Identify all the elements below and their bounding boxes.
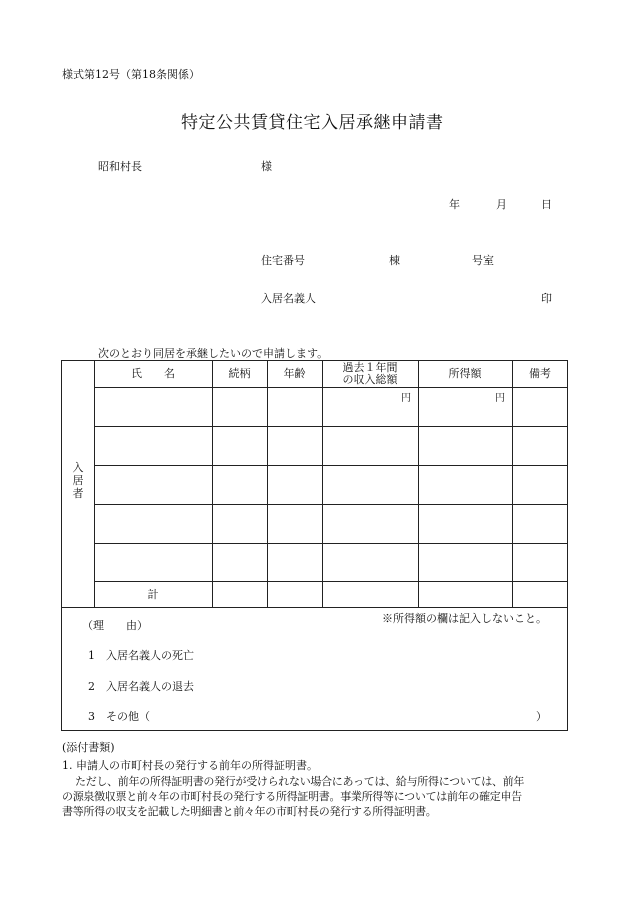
- attachment-item: 1. 申請人の市町村長の発行する前年の所得証明書。: [62, 759, 318, 772]
- header-income-total-line2: の収入総額: [342, 373, 398, 386]
- divider: [418, 361, 419, 608]
- income-total-unit: 円: [401, 393, 411, 404]
- divider: [94, 465, 568, 466]
- reason-item: 2 入居名義人の退去: [88, 680, 194, 693]
- attachment-paragraph-line: の源泉徴収票と前々年の市町村長の発行する所得証明書。事業所得等については前年の確定申告: [62, 790, 522, 803]
- room-label: 号室: [472, 254, 494, 267]
- date-day-label: 日: [541, 198, 552, 211]
- income-note: ※所得額の欄は記入しないこと。: [382, 612, 547, 625]
- seal-label: 印: [541, 292, 552, 305]
- header-income-total-line1: 過去１年間: [342, 361, 398, 374]
- header-name: 氏 名: [131, 367, 175, 380]
- divider: [322, 361, 323, 608]
- tenant-name-label: 入居名義人: [261, 292, 316, 305]
- residents-table: [61, 360, 568, 608]
- attachment-paragraph-line: ただし、前年の所得証明書の発行が受けられない場合にあっては、給与所得については、前年: [75, 775, 525, 788]
- attachments-heading: (添付書類): [62, 741, 115, 754]
- attachment-paragraph-line: 書等所得の収支を記載した明細書と前々年の市町村長の発行する所得証明書。: [62, 805, 437, 818]
- divider: [94, 361, 95, 608]
- intro-text: 次のとおり同居を承継したいので申請します。: [98, 347, 329, 360]
- header-remarks: 備考: [529, 367, 551, 380]
- header-relation: 続柄: [228, 367, 251, 380]
- divider: [267, 361, 268, 608]
- reason-item: 1 入居名義人の死亡: [88, 649, 194, 662]
- reason-box: [61, 607, 568, 731]
- income-amount-unit: 円: [495, 393, 505, 404]
- reason-item: 3 その他（: [88, 710, 150, 723]
- housing-number-label: 住宅番号: [261, 254, 305, 267]
- addressee: 昭和村長: [98, 160, 142, 173]
- residents-side-label: 入居者: [72, 461, 84, 500]
- building-label: 棟: [389, 254, 400, 267]
- document-title: 特定公共賃貸住宅入居承継申請書: [181, 113, 444, 133]
- divider: [512, 361, 513, 608]
- total-label: 計: [147, 588, 159, 601]
- date-year-label: 年: [449, 198, 460, 211]
- divider: [94, 387, 568, 388]
- divider: [94, 581, 568, 582]
- reason-heading: （理 由）: [82, 619, 148, 632]
- date-month-label: 月: [496, 198, 507, 211]
- form-number: 様式第12号（第18条関係）: [62, 68, 200, 81]
- reason-close-paren: ）: [536, 710, 547, 723]
- divider: [212, 361, 213, 608]
- divider: [94, 543, 568, 544]
- header-income-amount: 所得額: [448, 367, 482, 380]
- divider: [94, 504, 568, 505]
- header-age: 年齢: [283, 367, 306, 380]
- divider: [94, 426, 568, 427]
- honorific: 様: [261, 160, 272, 173]
